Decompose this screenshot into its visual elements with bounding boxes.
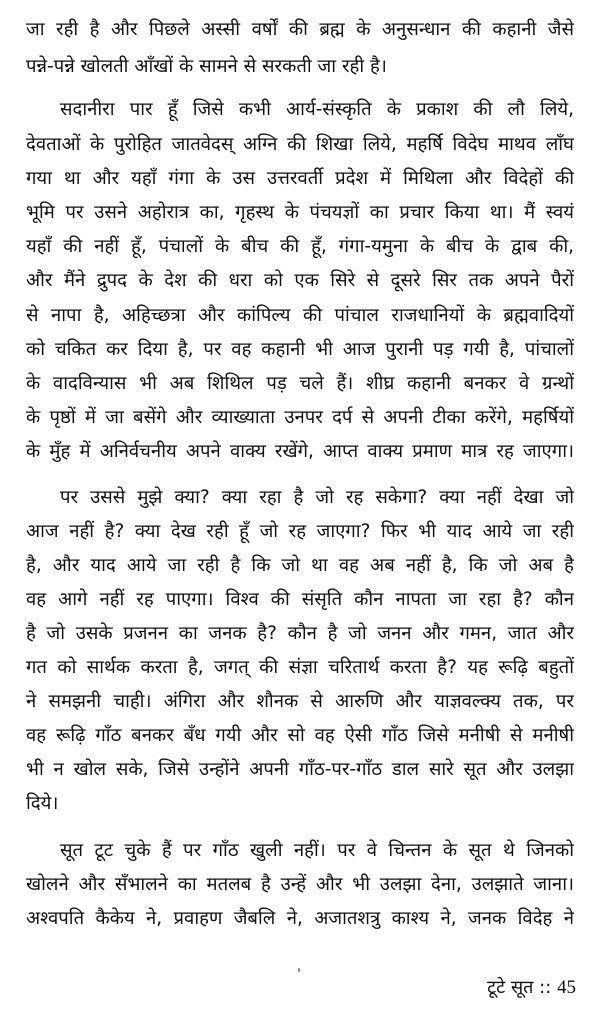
text-line: खोलने और सँभालने का मतलब है उन्हें और भी उलझा देना, उलझाते जाना। (26, 874, 574, 895)
text-line: पन्ने-पन्ने खोलती आँखों के सामने से सरकती जा रही है। (26, 56, 387, 77)
text-line: सूत टूट चुके हैं पर गाँठ खुली नहीं। पर वे चिन्तन के सूत थे जिनको (60, 840, 574, 861)
text-line: के मुँह में अनिर्वचनीय अपने वाक्य रखेंगे, आप्त वाक्य प्रमाण मात्र रह जाएगा। (26, 441, 574, 462)
text-line: वह रूढ़ि गाँठ बनकर बँध गयी और सो वह ऐसी गाँठ जिसे मनीषी से मनीषी (26, 725, 574, 746)
text-line: के पृष्ठों में जा बसेंगे और व्याख्याता उनपर दर्प से अपनी टीका करेंगे, महर्षियों (26, 407, 574, 428)
text-line: भूमि पर उसने अहोरात्र का, गृहस्थ के पंचयज्ञों का प्रचार किया था। मैं स्वयं (26, 202, 574, 223)
text-line: देवताओं के पुरोहित जातवेदस् अग्नि की शिखा लिये, महर्षि विदेघ माथव लाँघ (26, 134, 574, 155)
print-speck (298, 968, 300, 972)
text-line: है जो उसके प्रजनन का जनक है? कौन है जो जनन और गमन, जात और (26, 623, 574, 644)
text-line: से नापा है, अहिच्छत्रा और कांपिल्य की पांचाल राजधानियों के ब्रह्मवादियों (26, 305, 574, 326)
page-number: 45 (557, 977, 576, 998)
text-line: भी न खोल सके, जिसे उन्होंने अपनी गाँठ-पर-गाँठ डाल सारे सूत और उलझा (26, 759, 574, 780)
text-line: और मैंने द्रुपद के देश की धरा को एक सिरे से दूसरे सिर तक अपने पैरों (26, 270, 574, 291)
text-line: को चकित कर दिया है, पर वह कहानी भी आज पुरानी पड़ गयी है, पांचालों (26, 339, 574, 360)
text-line: वह आगे नहीं रह पाएगा। विश्व की संसृति कौन नापता जा रहा है? कौन (26, 589, 574, 610)
page-footer (487, 976, 576, 1000)
text-line: के वादविन्यास भी अब शिथिल पड़ चले हैं। शीघ्र कहानी बनकर वे ग्रन्थों (26, 373, 574, 394)
text-line: जा रही है और पिछले अस्सी वर्षों की ब्रह्म के अनुसन्धान की कहानी जैसे (26, 19, 574, 40)
text-line: आज नहीं है? क्या देख रही हूँ जो रह जाएगा? फिर भी याद आये जा रही (26, 521, 574, 542)
running-title: टूटे सूत :: (487, 977, 552, 998)
text-line: है, और याद आये जा रही है कि जो था वह अब नहीं है, कि जो अब है (26, 555, 574, 576)
text-line: पर उससे मुझे क्या? क्या रहा है जो रह सकेगा? क्या नहीं देखा जो (60, 487, 574, 508)
text-line: यहाँ की नहीं हूँ, पंचालों के बीच की हूँ, गंगा-यमुना के बीच के द्वाब की, (26, 236, 574, 257)
text-line: अश्वपति कैकेय ने, प्रवाहण जैबलि ने, अजातशत्रु काश्य ने, जनक विदेह ने (26, 908, 574, 929)
text-line: दिये। (26, 793, 59, 814)
text-line: गया था और यहाँ गंगा के उस उत्तरवर्ती प्रदेश में मिथिला और विदेहों की (26, 168, 574, 189)
text-line: सदानीरा पार हूँ जिसे कभी आर्य-संस्कृति के प्रकाश की लौ लिये, (60, 99, 574, 120)
text-line: ने समझनी चाही। अंगिरा और शौनक से आरुणि और याज्ञवल्क्य तक, पर (26, 691, 574, 712)
text-line: गत को सार्थक करता है, जगत् की संज्ञा चरितार्थ करता है? यह रूढ़ि बहुतों (26, 657, 574, 678)
